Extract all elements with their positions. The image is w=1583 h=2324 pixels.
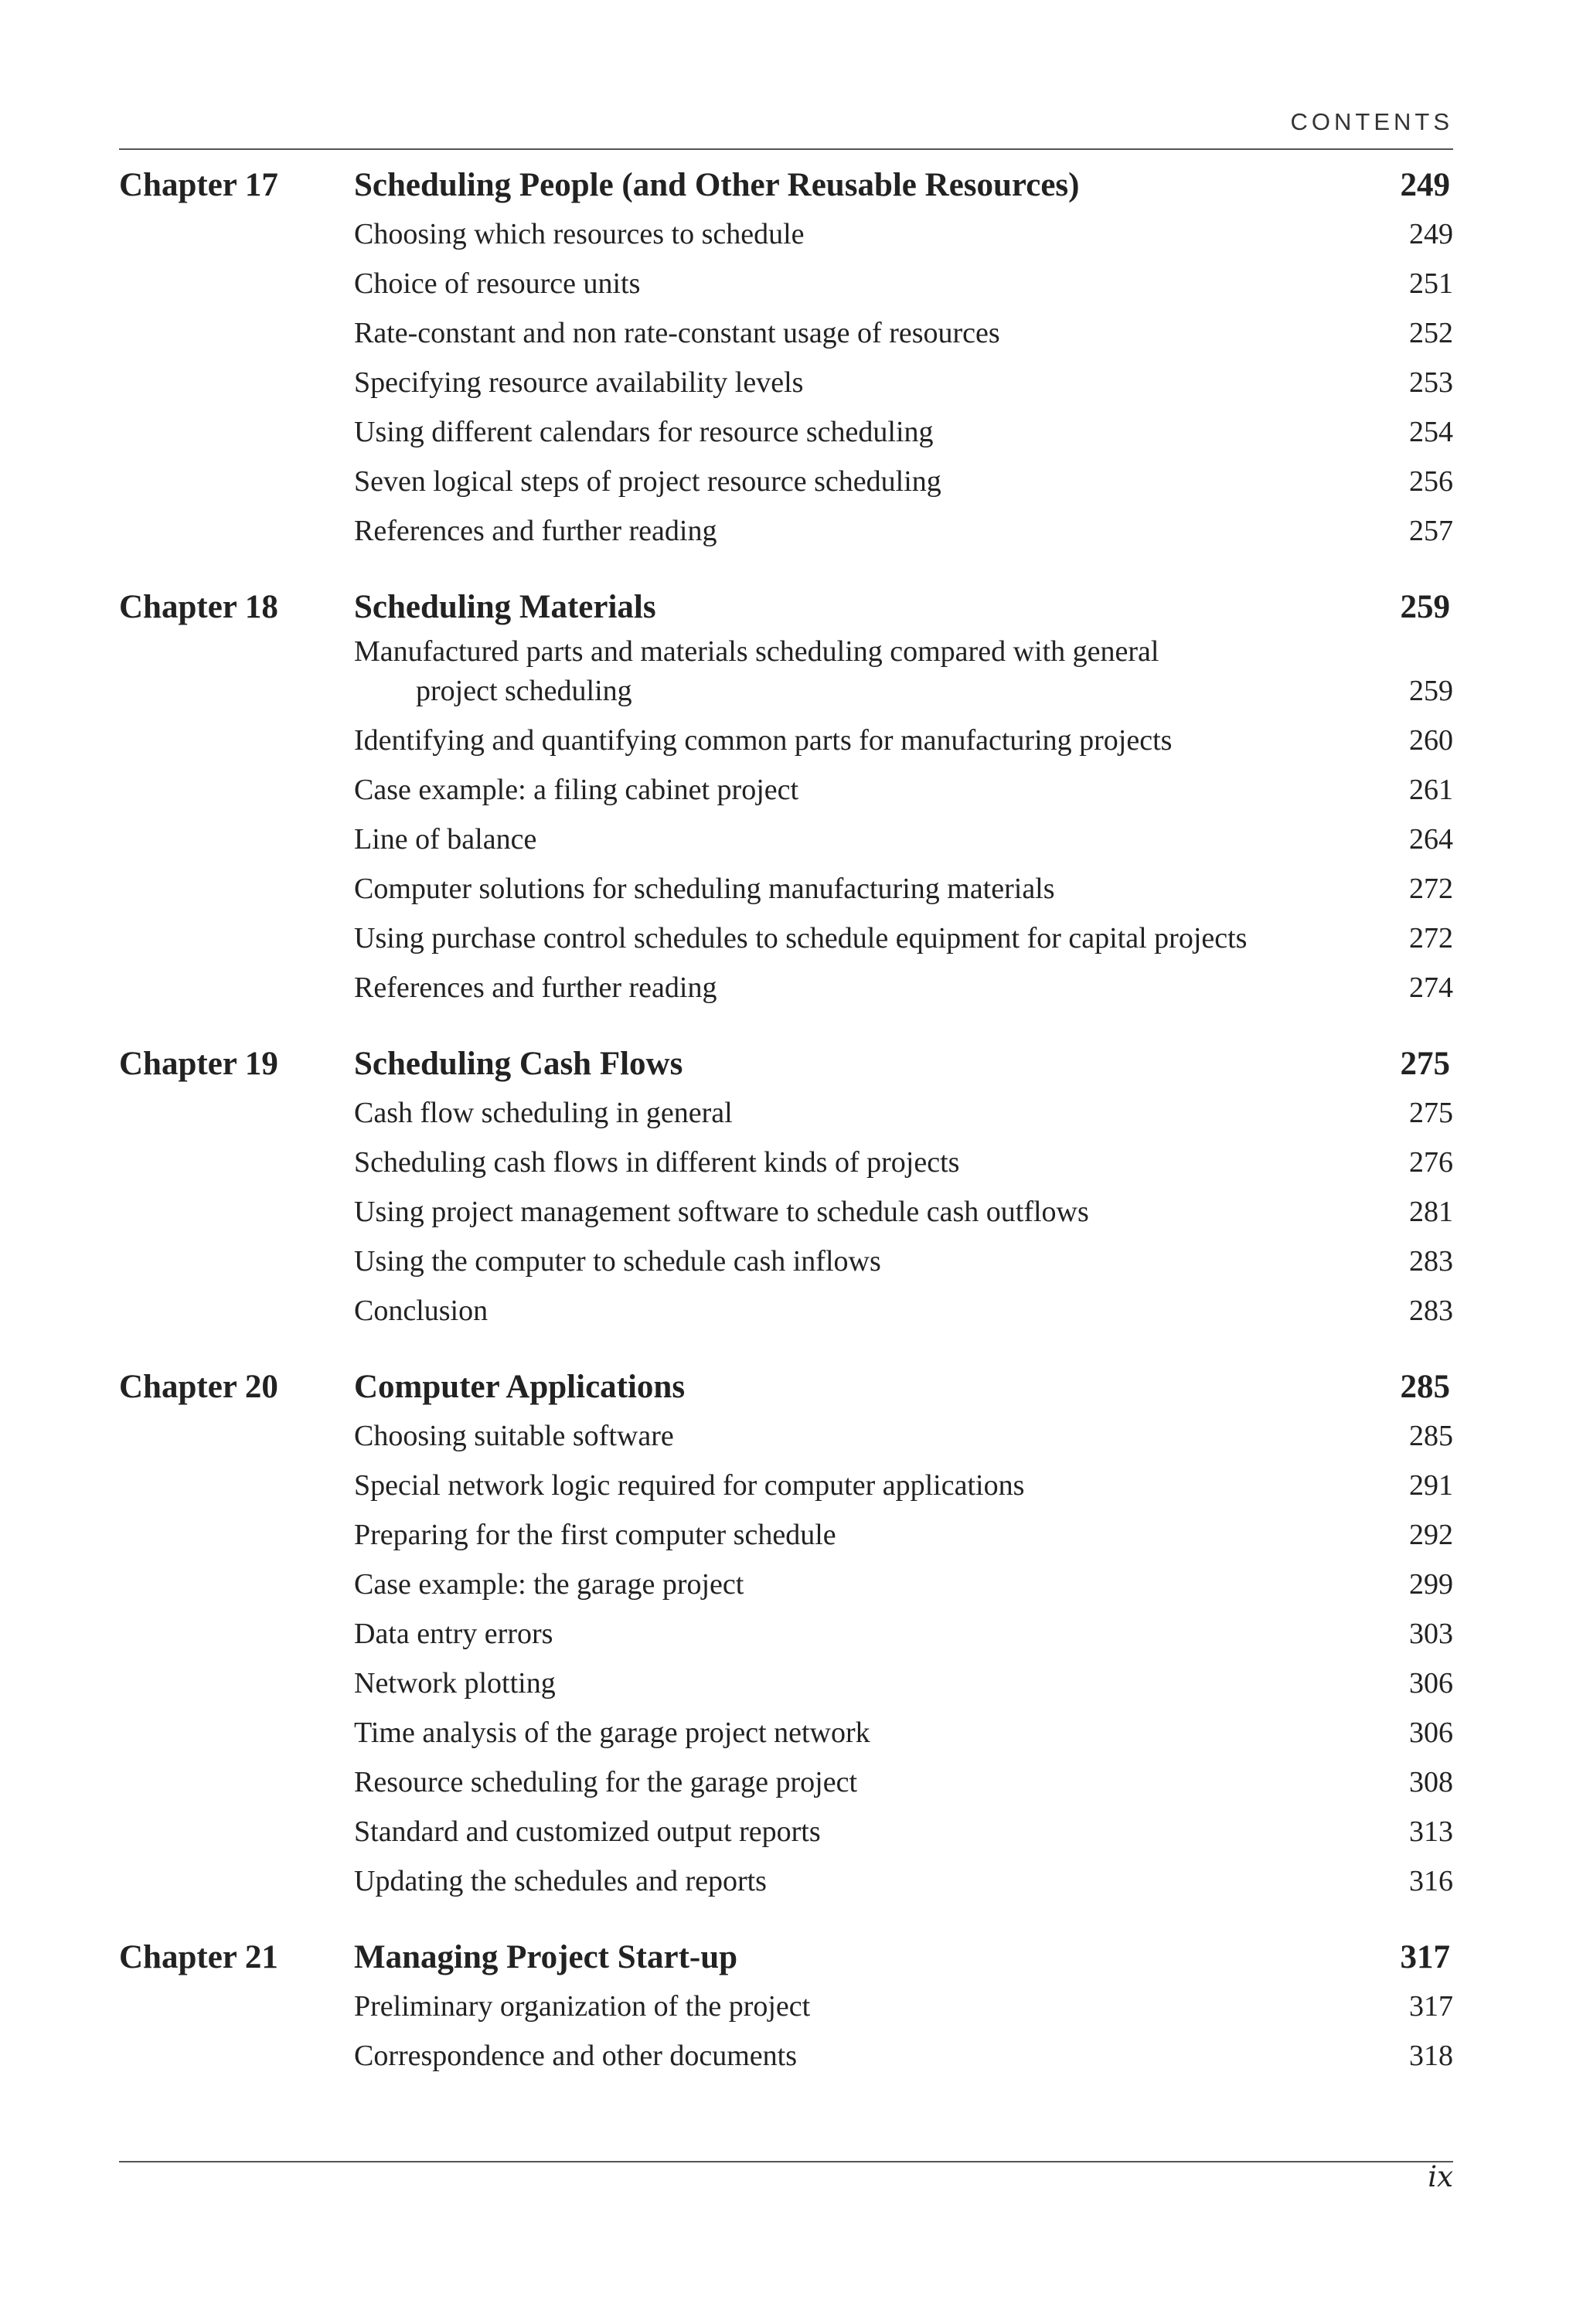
section-title: Using different calendars for resource scheduling: [354, 416, 934, 448]
section-title: Using the computer to schedule cash inflows: [354, 1245, 881, 1278]
section-entry[interactable]: [119, 1982, 1453, 2032]
chapter-page-number: 259: [1400, 589, 1450, 625]
section-page-number: 276: [1409, 1146, 1453, 1179]
section-entry[interactable]: [119, 1659, 1453, 1709]
section-title: Case example: the garage project: [354, 1568, 744, 1601]
section-entry[interactable]: [119, 1857, 1453, 1907]
section-title: [354, 632, 1368, 711]
section-entry[interactable]: [119, 458, 1453, 507]
section-title: Computer solutions for scheduling manufacturing materials: [354, 873, 1055, 905]
section-page-number: 285: [1409, 1420, 1453, 1452]
chapter-label: Chapter 19: [119, 1046, 278, 1082]
chapter-block: [119, 1933, 1453, 2081]
chapter-page-number: 275: [1400, 1046, 1450, 1082]
section-page-number: 264: [1409, 823, 1453, 856]
section-entry[interactable]: [119, 309, 1453, 359]
section-page-number: 318: [1409, 2040, 1453, 2072]
section-page-number: 316: [1409, 1865, 1453, 1897]
section-page-number: 291: [1409, 1469, 1453, 1502]
chapter-heading[interactable]: [119, 1933, 1453, 1982]
section-page-number: 256: [1409, 465, 1453, 498]
section-entry[interactable]: [119, 1188, 1453, 1237]
section-entry[interactable]: [119, 865, 1453, 914]
section-page-number: 259: [1409, 675, 1453, 707]
chapter-title: Computer Applications: [354, 1369, 686, 1405]
section-list: [119, 1412, 1453, 1907]
section-page-number: 274: [1409, 971, 1453, 1004]
section-entry[interactable]: [119, 408, 1453, 458]
section-page-number: 249: [1409, 218, 1453, 250]
section-title: Correspondence and other documents: [354, 2040, 797, 2072]
chapter-title: Scheduling Materials: [354, 589, 656, 625]
section-entry[interactable]: [119, 1138, 1453, 1188]
section-page-number: 252: [1409, 317, 1453, 349]
section-page-number: 317: [1409, 1990, 1453, 2023]
section-page-number: 254: [1409, 416, 1453, 448]
section-page-number: 260: [1409, 724, 1453, 757]
section-title: Standard and customized output reports: [354, 1815, 821, 1848]
section-page-number: 299: [1409, 1568, 1453, 1601]
section-list: [119, 1982, 1453, 2081]
chapter-heading[interactable]: [119, 161, 1453, 210]
footer-rule: [119, 2161, 1453, 2162]
section-entry[interactable]: [119, 766, 1453, 815]
section-page-number: 283: [1409, 1295, 1453, 1327]
section-title-continuation: project scheduling: [416, 675, 632, 707]
section-page-number: 313: [1409, 1815, 1453, 1848]
section-title: Preliminary organization of the project: [354, 1990, 811, 2023]
chapter-heading[interactable]: [119, 1363, 1453, 1412]
chapter-block: [119, 1363, 1453, 1907]
section-title: Choice of resource units: [354, 267, 641, 300]
section-page-number: 303: [1409, 1618, 1453, 1650]
section-entry[interactable]: [119, 815, 1453, 865]
section-entry[interactable]: [119, 1560, 1453, 1610]
section-entry[interactable]: [119, 260, 1453, 309]
section-entry[interactable]: [119, 716, 1453, 766]
section-title: Seven logical steps of project resource scheduling: [354, 465, 941, 498]
section-title: References and further reading: [354, 971, 717, 1004]
section-entry[interactable]: [119, 1758, 1453, 1808]
section-title: Resource scheduling for the garage project: [354, 1766, 858, 1798]
chapter-label: Chapter 21: [119, 1939, 278, 1975]
chapter-block: [119, 583, 1453, 1013]
chapter-label: Chapter 20: [119, 1369, 278, 1405]
section-title: Network plotting: [354, 1667, 556, 1700]
section-entry[interactable]: [119, 1808, 1453, 1857]
section-title: Conclusion: [354, 1295, 489, 1327]
section-title: Line of balance: [354, 823, 537, 856]
chapter-block: [119, 1040, 1453, 1336]
section-entry[interactable]: [119, 1287, 1453, 1336]
section-title: Choosing suitable software: [354, 1420, 674, 1452]
section-title: Time analysis of the garage project network: [354, 1717, 870, 1749]
section-page-number: 306: [1409, 1667, 1453, 1700]
section-page-number: 251: [1409, 267, 1453, 300]
section-list: [119, 632, 1453, 1013]
chapter-title: Scheduling People (and Other Reusable Resources): [354, 167, 1080, 203]
section-page-number: 308: [1409, 1766, 1453, 1798]
chapter-page-number: 285: [1400, 1369, 1450, 1405]
chapter-heading[interactable]: [119, 583, 1453, 632]
section-title: Specifying resource availability levels: [354, 366, 804, 399]
section-page-number: 253: [1409, 366, 1453, 399]
section-entry[interactable]: [119, 1461, 1453, 1511]
section-page-number: 283: [1409, 1245, 1453, 1278]
section-title: Special network logic required for computer applications: [354, 1469, 1025, 1502]
section-entry[interactable]: [119, 1412, 1453, 1461]
section-title: Case example: a filing cabinet project: [354, 774, 799, 806]
table-of-contents: [119, 161, 1453, 2108]
section-page-number: 281: [1409, 1196, 1453, 1228]
section-page-number: 261: [1409, 774, 1453, 806]
chapter-label: Chapter 17: [119, 167, 278, 203]
section-page-number: 292: [1409, 1519, 1453, 1551]
section-page-number: 272: [1409, 922, 1453, 954]
section-title: Rate-constant and non rate-constant usage of resources: [354, 317, 1000, 349]
section-entry[interactable]: [119, 1709, 1453, 1758]
section-title: References and further reading: [354, 515, 717, 547]
chapter-heading[interactable]: [119, 1040, 1453, 1089]
section-title: Using project management software to schedule cash outflows: [354, 1196, 1089, 1228]
section-entry[interactable]: [119, 2032, 1453, 2081]
section-page-number: 272: [1409, 873, 1453, 905]
header-rule: [119, 148, 1453, 150]
chapter-page-number: 249: [1400, 167, 1450, 203]
section-page-number: 257: [1409, 515, 1453, 547]
section-entry[interactable]: [119, 1511, 1453, 1560]
section-entry[interactable]: [119, 210, 1453, 260]
running-head: CONTENTS: [1290, 108, 1453, 135]
section-entry[interactable]: [119, 1237, 1453, 1287]
section-entry[interactable]: [119, 1610, 1453, 1659]
section-entry[interactable]: [119, 1089, 1453, 1138]
section-entry[interactable]: [119, 632, 1453, 716]
section-page-number: 306: [1409, 1717, 1453, 1749]
page-number: ix: [1428, 2160, 1453, 2193]
chapter-title: Managing Project Start-up: [354, 1939, 738, 1975]
section-title: Preparing for the first computer schedule: [354, 1519, 836, 1551]
section-list: [119, 1089, 1453, 1336]
section-title: Scheduling cash flows in different kinds of projects: [354, 1146, 960, 1179]
section-list: [119, 210, 1453, 556]
section-title-line: Manufactured parts and materials scheduling compared with general: [354, 635, 1159, 668]
section-entry[interactable]: [119, 359, 1453, 408]
chapter-block: [119, 161, 1453, 556]
section-title: Cash flow scheduling in general: [354, 1097, 733, 1129]
section-title: Identifying and quantifying common parts for manufacturing projects: [354, 724, 1173, 757]
section-entry[interactable]: [119, 507, 1453, 556]
section-page-number: 275: [1409, 1097, 1453, 1129]
chapter-label: Chapter 18: [119, 589, 278, 625]
chapter-page-number: 317: [1400, 1939, 1450, 1975]
section-entry[interactable]: [119, 914, 1453, 964]
section-entry[interactable]: [119, 964, 1453, 1013]
section-title: Choosing which resources to schedule: [354, 218, 805, 250]
chapter-title: Scheduling Cash Flows: [354, 1046, 683, 1082]
section-title: Data entry errors: [354, 1618, 553, 1650]
section-title: Updating the schedules and reports: [354, 1865, 767, 1897]
section-title: Using purchase control schedules to schedule equipment for capital projects: [354, 922, 1248, 954]
